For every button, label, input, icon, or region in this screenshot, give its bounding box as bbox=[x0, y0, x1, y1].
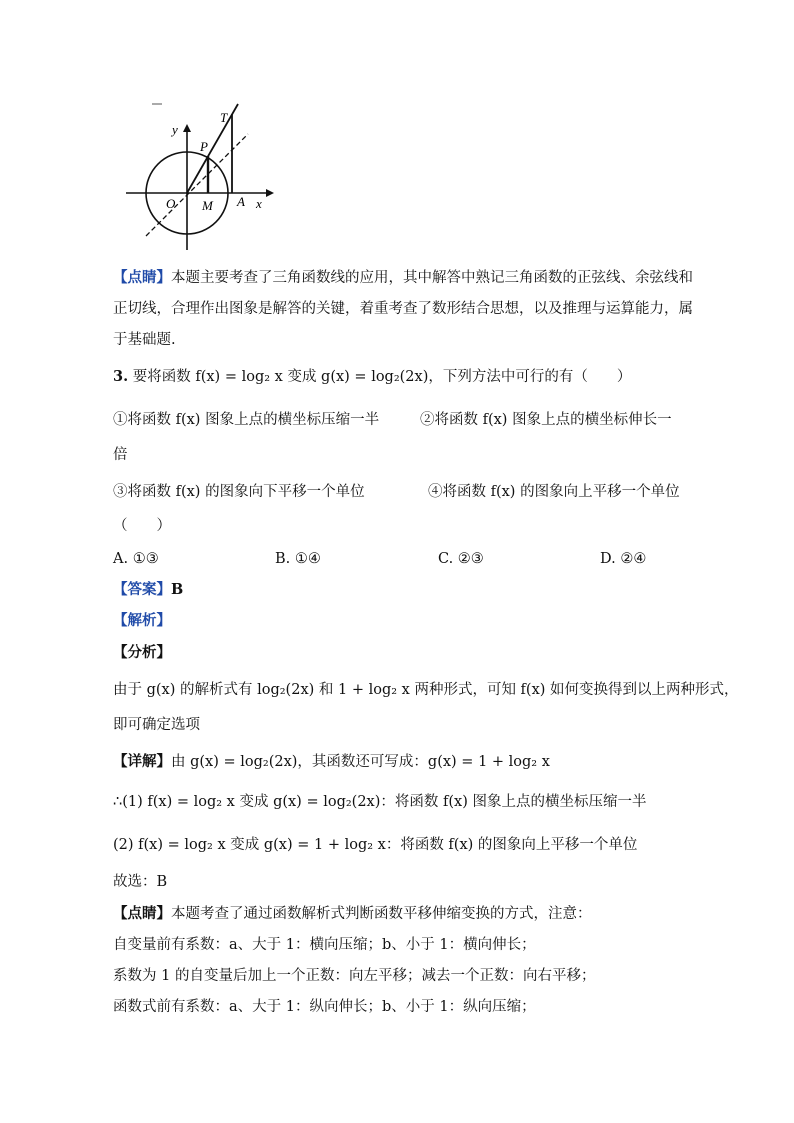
choice-c: C. ②③ bbox=[438, 551, 484, 567]
note1-line1 bbox=[113, 268, 693, 288]
note1-text-1: 本题主要考查了三角函数线的应用，其中解答中熟记三角函数的正弦线、余弦线和 bbox=[171, 270, 693, 286]
label-x: x bbox=[256, 196, 262, 211]
question-number: 3. bbox=[113, 368, 129, 385]
detail-line2: ∴(1) f(x) = log₂ x 变成 g(x) = log₂(2x)：将函数 f(x) 图象上点的横坐标压缩一半 bbox=[113, 794, 647, 810]
detail-line3: (2) f(x) = log₂ x 变成 g(x) = 1 + log₂ x：将函数 f(x) 的图象向上平移一个单位 bbox=[113, 837, 638, 853]
note2-line4: 函数式前有系数：a、大于 1：纵向伸长；b、小于 1：纵向压缩； bbox=[113, 999, 536, 1015]
detail-line4: 故选：B bbox=[113, 874, 168, 890]
choice-d: D. ②④ bbox=[600, 551, 647, 567]
option-2-continued: 倍 bbox=[113, 447, 128, 463]
answer-tag: 【答案】 bbox=[113, 581, 171, 598]
analysis-line2: 即可确定选项 bbox=[113, 717, 200, 733]
label-y: y bbox=[172, 122, 178, 137]
note2-text-1: 本题考查了通过函数解析式判断函数平移伸缩变换的方式，注意： bbox=[171, 906, 592, 922]
detail-line1 bbox=[113, 752, 550, 772]
analysis-subtag bbox=[113, 643, 171, 663]
answer-value: B bbox=[171, 581, 184, 598]
x-axis-arrow bbox=[266, 189, 274, 197]
detail-text-1: 由 g(x) = log₂(2x)，其函数还可写成：g(x) = 1 + log₂ x bbox=[171, 754, 550, 770]
analysis-tag bbox=[113, 611, 171, 631]
unit-circle-figure bbox=[120, 98, 280, 258]
label-t: T bbox=[220, 110, 228, 125]
answer-line bbox=[113, 580, 183, 600]
detail-tag: 【详解】 bbox=[113, 753, 171, 770]
question-stem-text: 要将函数 f(x) = log₂ x 变成 g(x) = log₂(2x)，下列方法中可行的有（ ） bbox=[132, 369, 632, 385]
note1-line2: 正切线，合理作出图象是解答的关键，着重考查了数形结合思想，以及推理与运算能力，属 bbox=[113, 301, 693, 317]
label-m: M bbox=[202, 198, 213, 213]
analysis-line1: 由于 g(x) 的解析式有 log₂(2x) 和 1 + log₂ x 两种形式，可知 f(x) 如何变换得到以上两种形式， bbox=[113, 682, 739, 698]
note1-tag: 【点睛】 bbox=[113, 269, 171, 286]
label-o: O bbox=[166, 196, 176, 211]
note2-tag: 【点睛】 bbox=[113, 905, 171, 922]
question-stem bbox=[113, 367, 631, 387]
choice-b: B. ①④ bbox=[275, 551, 321, 567]
note2-line1 bbox=[113, 904, 592, 924]
option-1: ①将函数 f(x) 图象上点的横坐标压缩一半 bbox=[113, 412, 380, 428]
y-axis-arrow bbox=[183, 124, 191, 132]
terminal-side-line bbox=[187, 104, 238, 193]
analysis-subtag-text: 【分析】 bbox=[113, 644, 171, 661]
option-4: ④将函数 f(x) 的图象向上平移一个单位 bbox=[428, 484, 680, 500]
label-a: A bbox=[237, 194, 245, 209]
option-3: ③将函数 f(x) 的图象向下平移一个单位 bbox=[113, 484, 365, 500]
option-2: ②将函数 f(x) 图象上点的横坐标伸长一 bbox=[420, 412, 672, 428]
label-p: P bbox=[200, 139, 208, 154]
choice-a: A. ①③ bbox=[113, 551, 159, 567]
note1-line3: 于基础题. bbox=[113, 332, 176, 348]
note2-line3: 系数为 1 的自变量后加上一个正数：向左平移；减去一个正数：向右平移； bbox=[113, 968, 596, 984]
analysis-tag-text: 【解析】 bbox=[113, 612, 171, 629]
note2-line2: 自变量前有系数：a、大于 1：横向压缩；b、小于 1：横向伸长； bbox=[113, 937, 536, 953]
answer-paren: （ ） bbox=[113, 518, 171, 534]
